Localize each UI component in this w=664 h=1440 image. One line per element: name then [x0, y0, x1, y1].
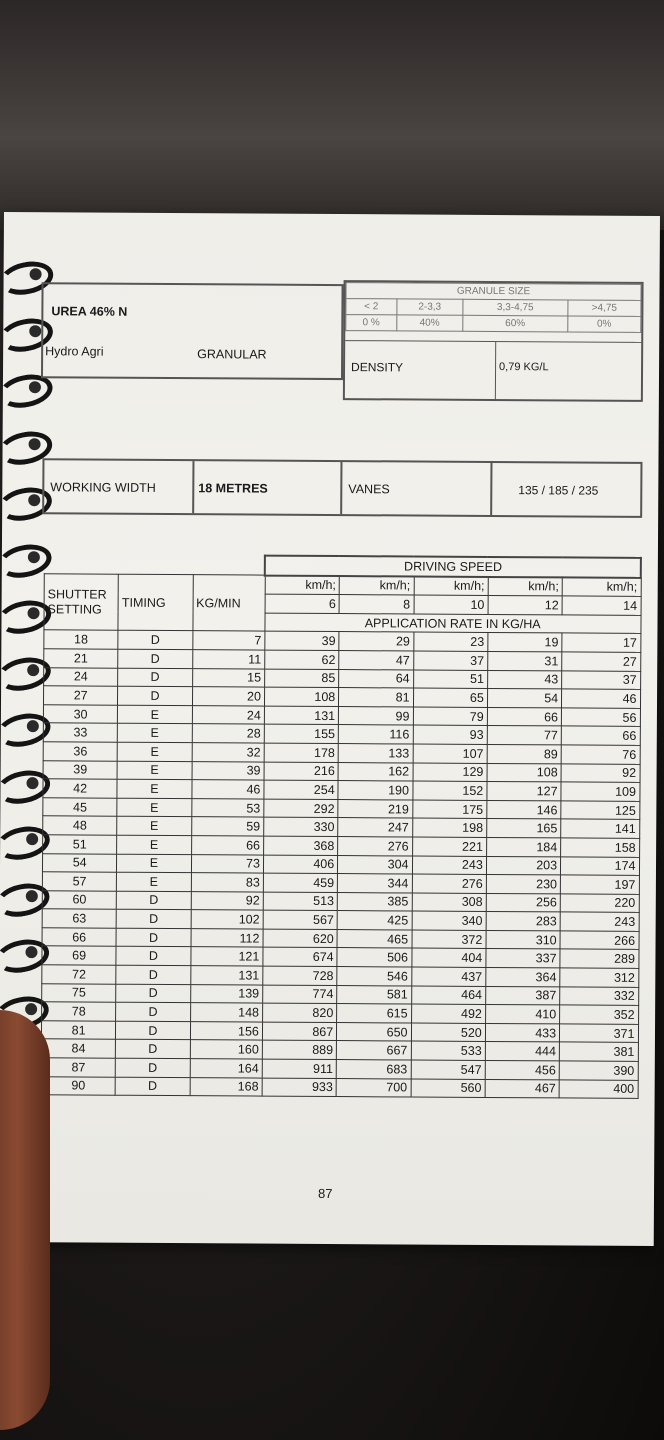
- kg-min-cell: 7: [192, 631, 264, 650]
- granule-pct: 60%: [463, 315, 568, 332]
- rate-cell: 911: [262, 1059, 336, 1078]
- rate-cell: 385: [337, 892, 411, 911]
- shutter-cell: 60: [42, 890, 116, 909]
- rate-cell: 546: [337, 967, 411, 986]
- application-rate-header: APPLICATION RATE IN KG/HA: [265, 613, 641, 634]
- page-number: 87: [317, 1185, 333, 1202]
- timing-cell: E: [117, 798, 191, 817]
- rate-cell: 266: [560, 931, 639, 950]
- granule-size-box: [343, 280, 644, 402]
- rate-cell: 700: [336, 1078, 410, 1097]
- speed-value: 14: [562, 596, 641, 615]
- kg-min-cell: 73: [191, 854, 263, 873]
- rate-cell: 406: [263, 855, 337, 874]
- rate-cell: 125: [561, 801, 640, 820]
- rate-cell: 155: [264, 724, 338, 743]
- granule-range: 3,3-4,75: [463, 299, 568, 316]
- rate-cell: 174: [561, 856, 640, 875]
- rate-cell: 390: [559, 1061, 638, 1080]
- punch-hole: [28, 494, 40, 506]
- rate-cell: 292: [264, 799, 338, 818]
- kg-min-cell: 39: [192, 761, 264, 780]
- timing-cell: D: [118, 686, 192, 705]
- kg-min-header: KG/MIN: [193, 575, 266, 632]
- timing-cell: D: [116, 1021, 190, 1040]
- timing-cell: D: [116, 1002, 190, 1021]
- thumb: [0, 1010, 50, 1430]
- rate-cell: 410: [485, 1005, 559, 1024]
- shutter-cell: 57: [42, 872, 116, 891]
- kg-min-cell: 46: [192, 780, 264, 799]
- table-row: [41, 1076, 638, 1098]
- shutter-cell: 69: [42, 946, 116, 965]
- rate-cell: 165: [486, 819, 560, 838]
- speed-value: 8: [339, 595, 413, 614]
- rate-cell: 404: [411, 948, 485, 967]
- shutter-cell: 18: [44, 630, 118, 649]
- rate-cell: 65: [413, 688, 487, 707]
- speed-unit: km/h;: [562, 577, 641, 597]
- rate-cell: 889: [262, 1041, 336, 1060]
- rate-cell: 728: [263, 966, 337, 985]
- rate-cell: 340: [412, 911, 486, 930]
- rate-cell: 37: [562, 670, 641, 689]
- punch-hole: [27, 664, 39, 676]
- punch-hole: [26, 890, 38, 902]
- shutter-cell: 24: [44, 667, 118, 686]
- punch-hole: [29, 381, 41, 393]
- application-rate-table: [41, 553, 642, 1099]
- timing-cell: D: [118, 631, 192, 650]
- shutter-cell: 75: [42, 983, 116, 1002]
- timing-cell: D: [118, 649, 192, 668]
- rate-cell: 547: [411, 1060, 485, 1079]
- rate-cell: 867: [262, 1022, 336, 1041]
- rate-cell: 456: [485, 1060, 559, 1079]
- rate-cell: 64: [339, 669, 413, 688]
- rate-cell: 108: [264, 687, 338, 706]
- timing-cell: D: [116, 1058, 190, 1077]
- speed-unit: km/h;: [488, 577, 562, 597]
- rate-cell: 93: [413, 725, 487, 744]
- kg-min-cell: 59: [191, 817, 263, 836]
- rate-cell: 92: [561, 763, 640, 782]
- rate-cell: 276: [412, 874, 486, 893]
- punch-hole: [26, 833, 38, 845]
- background-top: [0, 0, 664, 230]
- working-width-value: 18 METRES: [198, 481, 268, 496]
- speed-value: 12: [488, 596, 562, 615]
- kg-min-cell: 112: [191, 929, 263, 948]
- rate-cell: 254: [264, 780, 338, 799]
- rate-cell: 567: [263, 910, 337, 929]
- rate-cell: 444: [485, 1042, 559, 1061]
- rate-cell: 66: [561, 726, 640, 745]
- punch-hole: [29, 325, 41, 337]
- rate-cell: 820: [262, 1003, 336, 1022]
- density-value: 0,79 KG/L: [499, 361, 549, 374]
- kg-min-cell: 92: [191, 891, 263, 910]
- rate-cell: 276: [338, 836, 412, 855]
- timing-cell: D: [116, 1040, 190, 1059]
- rate-cell: 23: [413, 632, 487, 651]
- rate-cell: 29: [339, 632, 413, 651]
- timing-header: TIMING: [118, 574, 193, 631]
- shutter-cell: 42: [43, 779, 117, 798]
- rate-cell: 513: [263, 892, 337, 911]
- rate-cell: 62: [265, 650, 339, 669]
- rate-cell: 131: [264, 706, 338, 725]
- rate-cell: 368: [263, 836, 337, 855]
- setup-box: [42, 458, 642, 518]
- rate-cell: 352: [560, 1005, 639, 1024]
- rate-cell: 256: [486, 893, 560, 912]
- punch-hole: [29, 438, 41, 450]
- rate-cell: 31: [488, 651, 562, 670]
- rate-cell: 152: [412, 781, 486, 800]
- manual-page: [0, 212, 660, 1246]
- product-form: GRANULAR: [197, 347, 267, 362]
- shutter-cell: 45: [43, 797, 117, 816]
- rate-cell: 79: [413, 707, 487, 726]
- rate-cell: 220: [560, 894, 639, 913]
- rate-cell: 46: [562, 689, 641, 708]
- vanes-value: 135 / 185 / 235: [518, 483, 599, 498]
- timing-cell: D: [118, 668, 192, 687]
- rate-cell: 219: [338, 799, 412, 818]
- kg-min-cell: 139: [190, 984, 262, 1003]
- punch-hole: [25, 1003, 37, 1015]
- product-name: UREA 46% N: [51, 304, 128, 319]
- rate-cell: 247: [338, 818, 412, 837]
- rate-cell: 433: [485, 1023, 559, 1042]
- rate-cell: 372: [412, 930, 486, 949]
- rate-cell: 54: [487, 689, 561, 708]
- rate-cell: 56: [561, 708, 640, 727]
- rate-cell: 533: [411, 1041, 485, 1060]
- rate-cell: 650: [337, 1022, 411, 1041]
- rate-cell: 243: [560, 912, 639, 931]
- speed-unit: km/h;: [339, 576, 413, 596]
- rate-table-body: [41, 630, 640, 1098]
- rate-cell: 400: [559, 1080, 638, 1099]
- punch-hole: [25, 946, 37, 958]
- rate-cell: 381: [559, 1042, 638, 1061]
- punch-hole: [27, 720, 39, 732]
- rate-cell: 371: [560, 1024, 639, 1043]
- kg-min-cell: 11: [192, 650, 264, 669]
- driving-speed-header: DRIVING SPEED: [265, 556, 641, 578]
- kg-min-cell: 121: [190, 947, 262, 966]
- timing-cell: E: [117, 817, 191, 836]
- kg-min-cell: 83: [191, 873, 263, 892]
- rate-cell: 197: [560, 875, 639, 894]
- punch-hole: [28, 607, 40, 619]
- kg-min-cell: 160: [190, 1040, 262, 1059]
- rate-cell: 437: [411, 967, 485, 986]
- shutter-cell: 72: [42, 965, 116, 984]
- rate-cell: 230: [486, 875, 560, 894]
- shutter-cell: 66: [42, 928, 116, 947]
- shutter-cell: 21: [44, 649, 118, 668]
- shutter-setting-header: SHUTTER SETTING: [44, 574, 119, 631]
- rate-cell: 774: [263, 985, 337, 1004]
- rate-cell: 133: [338, 743, 412, 762]
- kg-min-cell: 102: [191, 910, 263, 929]
- granule-size-table: [345, 282, 641, 333]
- timing-cell: D: [116, 984, 190, 1003]
- timing-cell: E: [117, 742, 191, 761]
- rate-cell: 190: [338, 781, 412, 800]
- granule-pct: 0 %: [346, 315, 397, 331]
- rate-cell: 330: [264, 817, 338, 836]
- kg-min-cell: 164: [190, 1059, 262, 1078]
- shutter-cell: 51: [43, 835, 117, 854]
- kg-min-cell: 32: [192, 743, 264, 762]
- rate-cell: 47: [339, 651, 413, 670]
- rate-cell: 560: [411, 1079, 485, 1098]
- rate-cell: 216: [264, 762, 338, 781]
- rate-cell: 667: [337, 1041, 411, 1060]
- rate-cell: 308: [412, 893, 486, 912]
- timing-cell: E: [117, 854, 191, 873]
- speed-value: 10: [414, 595, 488, 614]
- rate-cell: 332: [560, 987, 639, 1006]
- rate-cell: 221: [412, 837, 486, 856]
- granule-range: 2-3,3: [397, 299, 463, 315]
- shutter-cell: 54: [42, 853, 116, 872]
- rate-cell: 492: [411, 1004, 485, 1023]
- rate-cell: 107: [413, 744, 487, 763]
- speed-value: 6: [265, 594, 339, 613]
- manufacturer: Hydro Agri: [45, 344, 104, 359]
- timing-cell: D: [116, 947, 190, 966]
- kg-min-cell: 20: [192, 687, 264, 706]
- shutter-cell: 87: [41, 1058, 115, 1077]
- kg-min-cell: 24: [192, 705, 264, 724]
- shutter-cell: 63: [42, 909, 116, 928]
- rate-cell: 465: [337, 929, 411, 948]
- shutter-cell: 33: [43, 723, 117, 742]
- vanes-label: VANES: [348, 482, 390, 497]
- punch-hole: [28, 551, 40, 563]
- rate-cell: 99: [339, 706, 413, 725]
- rate-cell: 116: [338, 725, 412, 744]
- timing-cell: D: [116, 965, 190, 984]
- working-width-label: WORKING WIDTH: [50, 480, 156, 495]
- rate-cell: 178: [264, 743, 338, 762]
- rate-cell: 304: [338, 855, 412, 874]
- rate-cell: 425: [337, 911, 411, 930]
- rate-cell: 337: [486, 949, 560, 968]
- kg-min-cell: 156: [190, 1021, 262, 1040]
- kg-min-cell: 53: [191, 798, 263, 817]
- product-box: [41, 282, 344, 380]
- rate-cell: 184: [486, 837, 560, 856]
- rate-cell: 43: [487, 670, 561, 689]
- rate-cell: 520: [411, 1023, 485, 1042]
- shutter-cell: 36: [43, 742, 117, 761]
- rate-cell: 175: [412, 800, 486, 819]
- timing-cell: D: [117, 891, 191, 910]
- granule-range: >4,75: [568, 300, 641, 316]
- granule-range: < 2: [346, 299, 397, 315]
- timing-cell: E: [118, 705, 192, 724]
- punch-hole: [30, 268, 42, 280]
- rate-cell: 77: [487, 726, 561, 745]
- rate-cell: 109: [561, 782, 640, 801]
- rate-cell: 933: [262, 1078, 336, 1097]
- shutter-cell: 90: [41, 1076, 115, 1095]
- shutter-cell: 27: [43, 686, 117, 705]
- rate-cell: 146: [487, 800, 561, 819]
- rate-cell: 283: [486, 912, 560, 931]
- rate-cell: 289: [560, 949, 639, 968]
- shutter-cell: 39: [43, 760, 117, 779]
- granule-pct: 40%: [396, 315, 462, 331]
- granule-pct: 0%: [568, 316, 641, 332]
- timing-cell: D: [116, 928, 190, 947]
- timing-cell: E: [117, 835, 191, 854]
- rate-cell: 312: [560, 968, 639, 987]
- rate-cell: 108: [487, 763, 561, 782]
- timing-cell: D: [116, 909, 190, 928]
- rate-cell: 310: [486, 930, 560, 949]
- kg-min-cell: 15: [192, 668, 264, 687]
- rate-cell: 141: [561, 819, 640, 838]
- rate-cell: 85: [265, 669, 339, 688]
- rate-cell: 129: [413, 763, 487, 782]
- rate-cell: 37: [413, 651, 487, 670]
- rate-cell: 581: [337, 985, 411, 1004]
- rate-cell: 76: [561, 745, 640, 764]
- rate-cell: 19: [488, 633, 562, 652]
- rate-cell: 243: [412, 856, 486, 875]
- shutter-cell: 48: [43, 816, 117, 835]
- rate-cell: 620: [263, 929, 337, 948]
- timing-cell: E: [117, 872, 191, 891]
- rate-cell: 459: [263, 873, 337, 892]
- shutter-cell: 30: [43, 705, 117, 724]
- granule-size-title: GRANULE SIZE: [346, 283, 641, 301]
- kg-min-cell: 28: [192, 724, 264, 743]
- rate-cell: 127: [487, 782, 561, 801]
- rate-cell: 66: [487, 707, 561, 726]
- rate-cell: 162: [338, 762, 412, 781]
- density-label: DENSITY: [351, 360, 404, 375]
- rate-cell: 364: [486, 968, 560, 987]
- kg-min-cell: 131: [190, 966, 262, 985]
- rate-cell: 615: [337, 1004, 411, 1023]
- kg-min-cell: 148: [190, 1003, 262, 1022]
- rate-cell: 198: [412, 818, 486, 837]
- rate-cell: 464: [411, 986, 485, 1005]
- speed-unit: km/h;: [414, 576, 488, 596]
- rate-cell: 51: [413, 670, 487, 689]
- speed-unit: km/h;: [265, 575, 339, 595]
- shutter-cell: 81: [41, 1021, 115, 1040]
- rate-cell: 158: [561, 838, 640, 857]
- rate-cell: 344: [338, 874, 412, 893]
- timing-cell: D: [115, 1077, 189, 1096]
- rate-cell: 27: [562, 652, 641, 671]
- shutter-cell: 78: [42, 1002, 116, 1021]
- rate-cell: 674: [263, 948, 337, 967]
- timing-cell: E: [117, 779, 191, 798]
- punch-hole: [26, 777, 38, 789]
- kg-min-cell: 66: [191, 836, 263, 855]
- rate-cell: 17: [562, 633, 641, 652]
- rate-cell: 203: [486, 856, 560, 875]
- shutter-cell: 84: [41, 1039, 115, 1058]
- timing-cell: E: [118, 724, 192, 743]
- rate-cell: 506: [337, 948, 411, 967]
- kg-min-cell: 168: [190, 1077, 262, 1096]
- rate-cell: 39: [265, 631, 339, 650]
- rate-cell: 683: [336, 1060, 410, 1079]
- rate-cell: 81: [339, 688, 413, 707]
- timing-cell: E: [117, 761, 191, 780]
- rate-cell: 467: [485, 1079, 559, 1098]
- rate-cell: 387: [485, 986, 559, 1005]
- rate-cell: 89: [487, 744, 561, 763]
